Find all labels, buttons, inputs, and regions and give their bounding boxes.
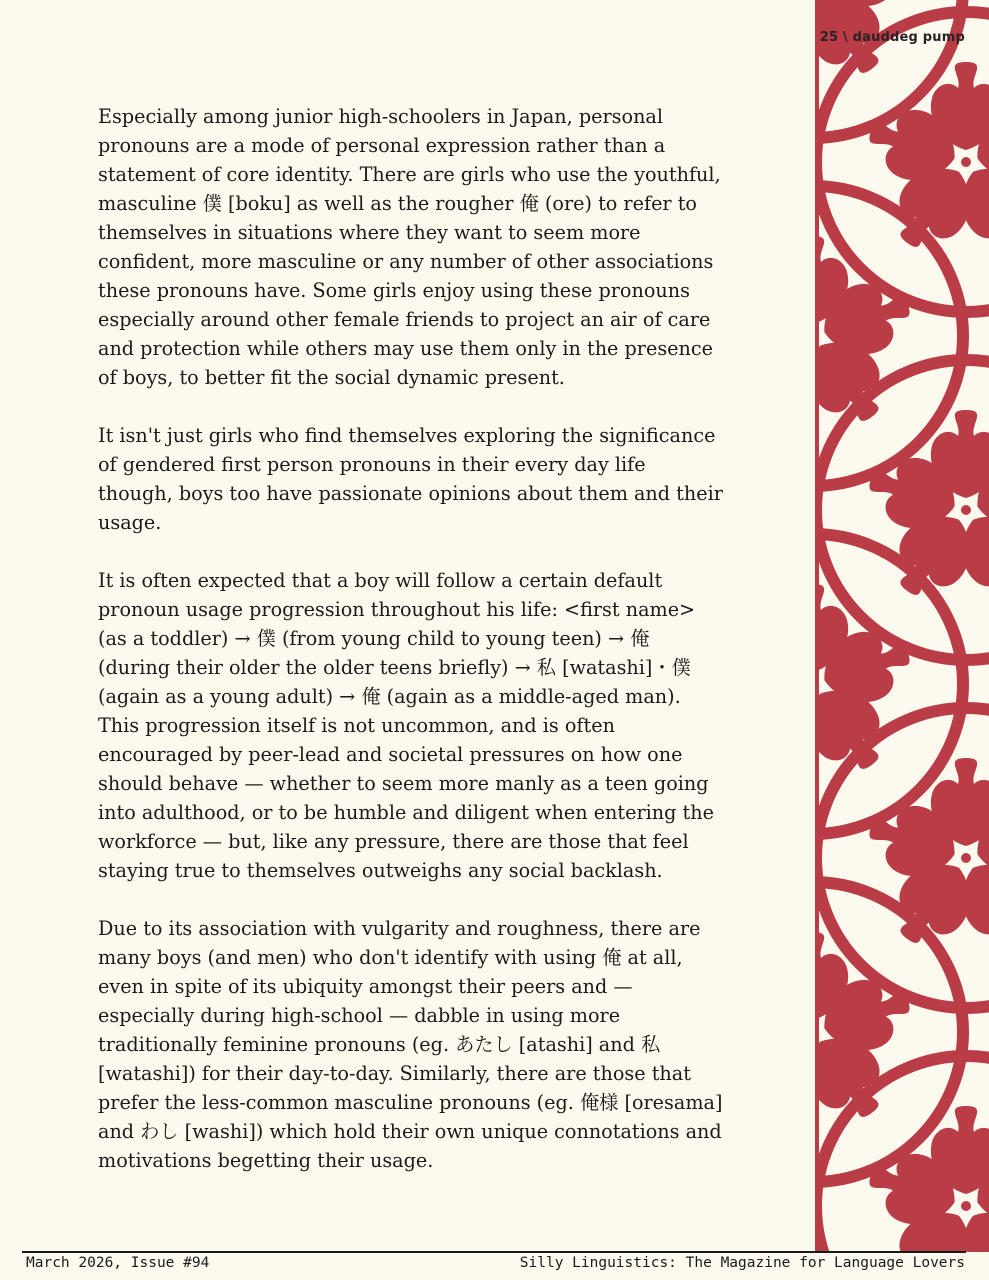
footer-divider xyxy=(22,1251,966,1253)
paragraph: It is often expected that a boy will follow a certain default pronoun usage progression throughout his life: <first name> (as a toddler) → 僕 (from young child to young teen) → 俺 (during their older the older teens briefly) → 私 [watashi]・僕 (again as a young adult) → 俺 (again as a middle-aged man). This progression itself is not uncommon, and is often encouraged by peer-lead and societal pressures on how one should behave — whether to seem more manly as a teen going into adulthood, or to be humble and diligent when entering the workforce — but, like any pressure, there are those that feel staying true to themselves outweighs any social backlash. xyxy=(98,569,714,882)
page-number-tag: 25 \ dauddeg pump xyxy=(819,30,965,45)
decorative-floral-pattern xyxy=(815,0,989,1252)
footer-magazine-title: Silly Linguistics: The Magazine for Language Lovers xyxy=(519,1255,965,1271)
paragraph: Especially among junior high-schoolers in Japan, personal pronouns are a mode of personal expression rather than a statement of core identity. There are girls who use the youthful, masculine 僕 [boku] as well as the rougher 俺 (ore) to refer to themselves in situations where they want to seem more confident, more masculine or any number of other associations these pronouns have. Some girls enjoy using these pronouns especially around other female friends to project an air of care and protection while others may use them only in the presence of boys, to better fit the social dynamic present. xyxy=(98,105,721,389)
article-body xyxy=(98,102,723,1204)
paragraph: It isn't just girls who find themselves exploring the significance of gendered first person pronouns in their every day life though, boys too have passionate opinions about them and their usage. xyxy=(98,424,723,534)
paragraph: Due to its association with vulgarity and roughness, there are many boys (and men) who don't identify with using 俺 at all, even in spite of its ubiquity amongst their peers and — especially during high-school — dabble in using more traditionally feminine pronouns (eg. あたし [atashi] and 私 [watashi]) for their day-to-day. Similarly, there are those that prefer the less-common masculine pronouns (eg. 俺様 [oresama] and わし [washi]) which hold their own unique connotations and motivations begetting their usage. xyxy=(98,917,723,1172)
footer-issue: March 2026, Issue #94 xyxy=(26,1255,210,1271)
